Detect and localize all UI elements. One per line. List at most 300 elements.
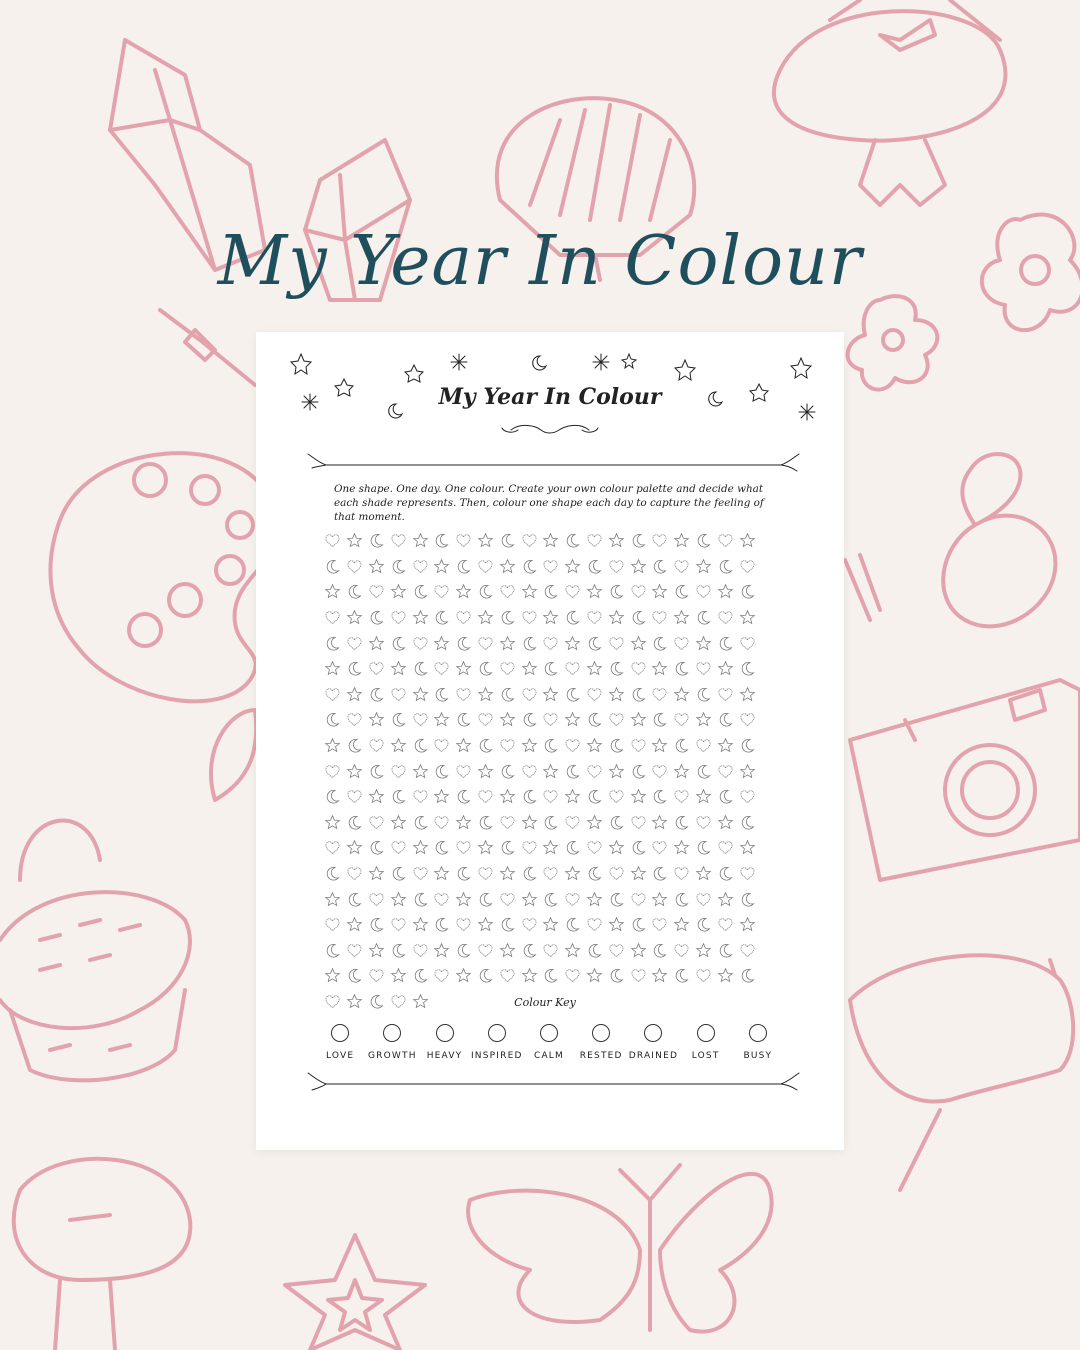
star-icon xyxy=(584,886,606,912)
star-icon xyxy=(344,528,366,554)
star-icon xyxy=(518,656,540,682)
heart-icon xyxy=(736,630,758,656)
moon-icon xyxy=(736,886,758,912)
moon-icon xyxy=(344,810,366,836)
moon-icon xyxy=(540,963,562,989)
heart-icon xyxy=(322,758,344,784)
heart-icon xyxy=(562,656,584,682)
star-icon xyxy=(693,554,715,580)
star-icon xyxy=(671,912,693,938)
heart-icon xyxy=(584,528,606,554)
colour-swatch-circle[interactable] xyxy=(488,1024,506,1042)
star-icon xyxy=(540,528,562,554)
heart-icon xyxy=(714,682,736,708)
heart-icon xyxy=(409,630,431,656)
star-icon xyxy=(453,886,475,912)
moon-icon xyxy=(453,861,475,887)
colour-key-item xyxy=(471,1024,523,1061)
moon-icon xyxy=(475,733,497,759)
moon-icon xyxy=(584,938,606,964)
star-icon xyxy=(649,963,671,989)
moon-icon xyxy=(584,707,606,733)
heart-icon xyxy=(322,605,344,631)
moon-icon xyxy=(366,912,388,938)
heart-icon xyxy=(649,528,671,554)
moon-icon xyxy=(736,963,758,989)
heart-icon xyxy=(518,682,540,708)
star-icon xyxy=(344,835,366,861)
heart-icon xyxy=(584,912,606,938)
heart-icon xyxy=(627,810,649,836)
heart-icon xyxy=(387,528,409,554)
moon-icon xyxy=(693,528,715,554)
moon-icon xyxy=(475,886,497,912)
star-icon xyxy=(366,630,388,656)
heart-icon xyxy=(649,835,671,861)
moon-icon xyxy=(453,784,475,810)
star-icon xyxy=(496,784,518,810)
moon-icon xyxy=(627,912,649,938)
flower-icon xyxy=(848,296,938,390)
moon-icon xyxy=(475,963,497,989)
heart-icon xyxy=(649,605,671,631)
star-icon xyxy=(322,733,344,759)
star-icon xyxy=(431,554,453,580)
mushroom-icon xyxy=(14,1159,191,1350)
star-icon xyxy=(453,810,475,836)
moon-icon xyxy=(496,758,518,784)
star-icon xyxy=(736,605,758,631)
heart-icon xyxy=(627,656,649,682)
heart-icon xyxy=(431,886,453,912)
heart-icon xyxy=(344,784,366,810)
heart-icon xyxy=(518,758,540,784)
heart-icon xyxy=(344,861,366,887)
star-icon xyxy=(518,733,540,759)
moon-icon xyxy=(562,682,584,708)
colour-key-label: LOVE xyxy=(325,1051,355,1061)
moon-icon xyxy=(736,810,758,836)
heart-icon xyxy=(540,707,562,733)
moon-icon xyxy=(518,630,540,656)
heart-icon xyxy=(344,554,366,580)
star-icon xyxy=(475,605,497,631)
heart-icon xyxy=(671,554,693,580)
heart-icon xyxy=(605,861,627,887)
star-icon xyxy=(409,528,431,554)
moon-icon xyxy=(605,579,627,605)
star-icon xyxy=(649,656,671,682)
moon-icon xyxy=(496,528,518,554)
star-icon xyxy=(627,554,649,580)
star-icon xyxy=(562,707,584,733)
star-icon xyxy=(475,682,497,708)
heart-icon xyxy=(475,554,497,580)
moon-icon xyxy=(562,605,584,631)
moon-icon xyxy=(409,810,431,836)
heart-icon xyxy=(693,579,715,605)
moon-icon xyxy=(366,528,388,554)
colour-swatch-circle[interactable] xyxy=(749,1024,767,1042)
star-icon xyxy=(409,682,431,708)
star-icon xyxy=(387,579,409,605)
moon-icon xyxy=(366,758,388,784)
star-icon xyxy=(605,682,627,708)
star-icon xyxy=(496,861,518,887)
moon-icon xyxy=(409,963,431,989)
heart-icon xyxy=(605,554,627,580)
moon-icon xyxy=(562,835,584,861)
colour-key-item xyxy=(523,1024,575,1061)
star-icon xyxy=(366,861,388,887)
worksheet xyxy=(256,332,844,1150)
heart-icon xyxy=(714,912,736,938)
star-icon xyxy=(714,579,736,605)
heart-icon xyxy=(714,758,736,784)
moon-icon xyxy=(649,554,671,580)
moon-icon xyxy=(409,656,431,682)
moon-icon xyxy=(496,835,518,861)
star-icon xyxy=(671,835,693,861)
heart-icon xyxy=(540,554,562,580)
moon-icon xyxy=(431,758,453,784)
heart-icon xyxy=(496,733,518,759)
heart-icon xyxy=(736,554,758,580)
star-icon xyxy=(714,656,736,682)
heart-icon xyxy=(562,733,584,759)
moon-icon xyxy=(540,656,562,682)
moon-icon xyxy=(453,707,475,733)
star-icon xyxy=(584,656,606,682)
heart-icon xyxy=(366,963,388,989)
colour-key-title: Colour Key xyxy=(514,996,576,1009)
heart-icon xyxy=(387,605,409,631)
heart-icon xyxy=(540,630,562,656)
colour-key-item xyxy=(732,1024,784,1061)
heart-icon xyxy=(671,707,693,733)
heart-icon xyxy=(627,733,649,759)
colour-key-label: INSPIRED xyxy=(470,1051,523,1061)
moon-icon xyxy=(496,912,518,938)
star-icon xyxy=(605,758,627,784)
moon-icon xyxy=(366,682,388,708)
moon-icon xyxy=(649,707,671,733)
star-icon xyxy=(518,886,540,912)
heart-icon xyxy=(496,656,518,682)
star-icon xyxy=(387,886,409,912)
star-icon xyxy=(562,784,584,810)
heart-icon xyxy=(562,579,584,605)
star-icon xyxy=(562,861,584,887)
star-icon xyxy=(540,758,562,784)
moon-icon xyxy=(366,835,388,861)
moon-icon xyxy=(627,605,649,631)
heart-icon xyxy=(671,938,693,964)
heart-icon xyxy=(496,963,518,989)
star-icon xyxy=(671,758,693,784)
heart-icon xyxy=(475,938,497,964)
star-icon xyxy=(562,554,584,580)
moon-icon xyxy=(649,784,671,810)
star-icon xyxy=(671,605,693,631)
heart-icon xyxy=(714,605,736,631)
moon-icon xyxy=(344,579,366,605)
moon-icon xyxy=(475,810,497,836)
star-icon xyxy=(627,784,649,810)
moon-icon xyxy=(540,810,562,836)
heart-icon xyxy=(605,707,627,733)
moon-icon xyxy=(387,707,409,733)
moon-icon xyxy=(627,835,649,861)
moon-icon xyxy=(344,656,366,682)
star-icon xyxy=(736,835,758,861)
heart-icon xyxy=(605,630,627,656)
star-icon xyxy=(322,656,344,682)
star-icon xyxy=(736,682,758,708)
moon-icon xyxy=(518,707,540,733)
star-icon xyxy=(584,810,606,836)
heart-icon xyxy=(322,835,344,861)
heart-icon xyxy=(453,912,475,938)
heart-icon xyxy=(387,835,409,861)
heart-icon xyxy=(387,758,409,784)
moon-icon xyxy=(693,835,715,861)
star-icon xyxy=(387,963,409,989)
star-icon xyxy=(496,630,518,656)
star-icon xyxy=(649,579,671,605)
basket-icon xyxy=(0,821,190,1081)
star-icon xyxy=(540,682,562,708)
moon-icon xyxy=(649,630,671,656)
moon-icon xyxy=(518,554,540,580)
leaf-sprig-icon xyxy=(308,454,799,471)
heart-icon xyxy=(475,784,497,810)
umbrella-icon xyxy=(850,955,1073,1190)
heart-icon xyxy=(475,861,497,887)
moon-icon xyxy=(562,528,584,554)
moon-icon xyxy=(431,528,453,554)
star-icon xyxy=(584,579,606,605)
heart-icon xyxy=(584,835,606,861)
moon-icon xyxy=(540,579,562,605)
moon-icon xyxy=(605,963,627,989)
star-icon xyxy=(649,886,671,912)
star-icon xyxy=(387,733,409,759)
star-icon xyxy=(714,963,736,989)
moon-icon xyxy=(714,630,736,656)
moon-icon xyxy=(431,835,453,861)
star-icon xyxy=(453,963,475,989)
star-icon xyxy=(693,630,715,656)
heart-icon xyxy=(496,810,518,836)
heart-icon xyxy=(453,528,475,554)
heart-icon xyxy=(736,938,758,964)
moon-icon xyxy=(453,630,475,656)
moon-icon xyxy=(431,912,453,938)
moon-icon xyxy=(431,682,453,708)
moon-icon xyxy=(671,579,693,605)
star-icon xyxy=(431,784,453,810)
moon-icon xyxy=(366,605,388,631)
moon-icon xyxy=(322,784,344,810)
colour-key-item xyxy=(366,1024,418,1061)
heart-icon xyxy=(409,938,431,964)
star-icon xyxy=(693,707,715,733)
heart-icon xyxy=(714,835,736,861)
star-icon xyxy=(518,963,540,989)
moon-icon xyxy=(322,554,344,580)
paintbrush-icon xyxy=(160,310,255,385)
star-icon xyxy=(693,861,715,887)
heart-icon xyxy=(518,528,540,554)
heart-icon xyxy=(736,784,758,810)
star-icon xyxy=(431,707,453,733)
heart-icon xyxy=(366,733,388,759)
ring-icon xyxy=(943,454,1055,626)
star-icon xyxy=(736,758,758,784)
star-icon xyxy=(518,810,540,836)
colour-swatch-circle[interactable] xyxy=(697,1024,715,1042)
moon-icon xyxy=(714,784,736,810)
moon-icon xyxy=(671,810,693,836)
star-icon xyxy=(453,733,475,759)
heart-icon xyxy=(518,912,540,938)
star-icon xyxy=(453,579,475,605)
star-icon xyxy=(540,835,562,861)
star-icon xyxy=(322,963,344,989)
moon-icon xyxy=(344,963,366,989)
heart-icon xyxy=(409,554,431,580)
colour-key-item xyxy=(575,1024,627,1061)
heart-icon xyxy=(344,707,366,733)
camera-icon xyxy=(850,680,1080,880)
moon-icon xyxy=(736,579,758,605)
heart-icon xyxy=(409,861,431,887)
star-icon xyxy=(736,528,758,554)
moon-icon xyxy=(475,656,497,682)
colour-key-item xyxy=(314,1024,366,1061)
colour-swatch-circle[interactable] xyxy=(383,1024,401,1042)
star-icon xyxy=(605,528,627,554)
star-icon xyxy=(344,605,366,631)
star-icon xyxy=(366,707,388,733)
heart-icon xyxy=(649,682,671,708)
heart-icon xyxy=(322,682,344,708)
heart-icon xyxy=(671,861,693,887)
moon-icon xyxy=(518,938,540,964)
star-icon xyxy=(584,733,606,759)
star-icon xyxy=(366,938,388,964)
moon-icon xyxy=(584,554,606,580)
heart-icon xyxy=(453,682,475,708)
heart-icon xyxy=(409,707,431,733)
moon-icon xyxy=(475,579,497,605)
colour-swatch-circle[interactable] xyxy=(644,1024,662,1042)
moon-icon xyxy=(605,733,627,759)
star-icon xyxy=(409,835,431,861)
moon-icon xyxy=(605,886,627,912)
colour-swatch-circle[interactable] xyxy=(540,1024,558,1042)
moon-icon xyxy=(540,886,562,912)
moon-icon xyxy=(322,707,344,733)
heart-icon xyxy=(693,656,715,682)
heart-icon xyxy=(387,912,409,938)
moon-icon xyxy=(344,886,366,912)
colour-swatch-circle[interactable] xyxy=(592,1024,610,1042)
moon-icon xyxy=(431,605,453,631)
heart-icon xyxy=(540,861,562,887)
heart-icon xyxy=(584,758,606,784)
star-icon xyxy=(387,810,409,836)
heart-icon xyxy=(540,938,562,964)
heart-icon xyxy=(366,886,388,912)
moon-icon xyxy=(344,733,366,759)
star-icon xyxy=(627,630,649,656)
heart-icon xyxy=(518,835,540,861)
heart-icon xyxy=(627,963,649,989)
moon-icon xyxy=(627,758,649,784)
heart-icon xyxy=(475,630,497,656)
heart-icon xyxy=(322,528,344,554)
heart-icon xyxy=(736,861,758,887)
heart-icon xyxy=(627,579,649,605)
moon-icon xyxy=(453,938,475,964)
colour-key-label: BUSY xyxy=(743,1051,773,1061)
butterfly-icon xyxy=(468,1165,772,1332)
day-tracker-grid xyxy=(322,528,782,1014)
moon-icon xyxy=(562,758,584,784)
colour-swatch-circle[interactable] xyxy=(436,1024,454,1042)
heart-icon xyxy=(453,758,475,784)
star-icon xyxy=(475,835,497,861)
star-icon xyxy=(344,912,366,938)
moon-icon xyxy=(387,630,409,656)
star-icon xyxy=(714,886,736,912)
star-icon xyxy=(605,835,627,861)
star-icon xyxy=(475,758,497,784)
moon-icon xyxy=(671,963,693,989)
heart-icon xyxy=(714,528,736,554)
star-icon xyxy=(366,554,388,580)
heart-icon xyxy=(562,810,584,836)
star-icon xyxy=(693,938,715,964)
star-icon xyxy=(366,784,388,810)
moon-icon xyxy=(693,682,715,708)
heart-icon xyxy=(496,579,518,605)
star-icon xyxy=(605,912,627,938)
moon-icon xyxy=(649,938,671,964)
moon-icon xyxy=(693,758,715,784)
heart-icon xyxy=(627,886,649,912)
moon-icon xyxy=(540,733,562,759)
colour-swatch-circle[interactable] xyxy=(331,1024,349,1042)
moon-icon xyxy=(409,733,431,759)
colour-key-label: RESTED xyxy=(579,1051,623,1061)
moon-icon xyxy=(714,861,736,887)
heart-icon xyxy=(671,630,693,656)
colour-key-label: LOST xyxy=(691,1051,720,1061)
colour-key-label: HEAVY xyxy=(426,1051,463,1061)
colour-key xyxy=(314,1024,784,1061)
heart-icon xyxy=(649,912,671,938)
heart-icon xyxy=(366,656,388,682)
heart-icon xyxy=(693,810,715,836)
star-icon xyxy=(409,758,431,784)
heart-icon xyxy=(431,733,453,759)
moon-icon xyxy=(562,912,584,938)
heart-icon xyxy=(562,886,584,912)
heart-icon xyxy=(693,733,715,759)
